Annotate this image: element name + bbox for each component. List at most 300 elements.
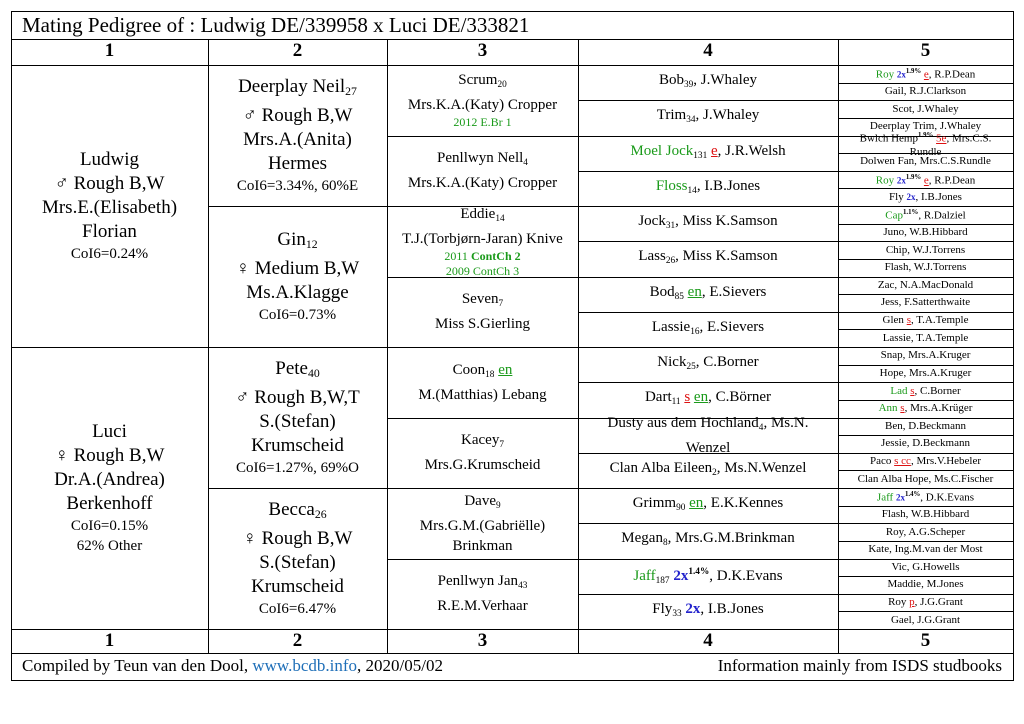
owner: , I.B.Jones bbox=[696, 177, 761, 194]
dog-entry bbox=[890, 385, 960, 398]
dog-name-text: Becca bbox=[268, 499, 315, 520]
litter-number: 4 bbox=[758, 422, 764, 433]
column-number-3: 3 bbox=[477, 630, 488, 651]
owner: , J.Whaley bbox=[934, 120, 982, 133]
litter-number: 16 bbox=[690, 326, 700, 337]
dog-name-text: Kate bbox=[868, 543, 890, 556]
column-number-4: 4 bbox=[703, 630, 713, 651]
litter-number: 25 bbox=[686, 362, 696, 373]
dog-detail: Florian bbox=[82, 221, 137, 242]
gen5-dog-21 bbox=[838, 418, 1013, 436]
gen2-dog-4 bbox=[208, 488, 387, 629]
dog-name-text: Snap bbox=[880, 349, 903, 362]
dog-name bbox=[461, 430, 504, 455]
dog-entry bbox=[878, 279, 973, 292]
coi-value: CoI6=0.24% bbox=[70, 246, 149, 262]
eye-test-tag: p bbox=[909, 596, 915, 609]
owner: , D.K.Evans bbox=[709, 567, 783, 584]
dog-name-text: Trim bbox=[656, 107, 687, 124]
owner: , J.R.Welsh bbox=[717, 142, 786, 159]
dog-entry bbox=[886, 526, 965, 539]
litter-number: 20 bbox=[497, 80, 507, 91]
dog-name: Luci bbox=[92, 421, 127, 442]
litter-number: 7 bbox=[498, 299, 504, 310]
gen4-dog-7 bbox=[578, 277, 838, 312]
dog-entry bbox=[868, 543, 982, 556]
dog-name-text: Penllwyn Jan bbox=[437, 573, 519, 590]
dog-entry bbox=[889, 191, 962, 204]
dog-name-text: Glen bbox=[882, 314, 904, 327]
dog-entry bbox=[650, 282, 767, 307]
coi-value: CoI6=1.27%, 69%O bbox=[235, 460, 360, 476]
coi-value: CoI6=6.47% bbox=[258, 601, 337, 617]
owner: , W.J.Torrens bbox=[907, 243, 966, 256]
owner: , J.G.Grant bbox=[914, 596, 963, 609]
dog-detail: ♂ Rough B,W,T bbox=[235, 387, 360, 408]
litter-number: 27 bbox=[345, 85, 357, 98]
dog-entry bbox=[633, 562, 782, 591]
dog-name-text: Dolwen Fan bbox=[860, 155, 915, 168]
gen5-dog-6 bbox=[838, 153, 1013, 171]
footer-compiled-text: Compiled by Teun van den Dool, bbox=[22, 656, 253, 675]
gen5-dog-24 bbox=[838, 470, 1013, 488]
column-number-2: 2 bbox=[292, 630, 303, 651]
litter-number: 131 bbox=[693, 150, 708, 161]
dog-name-text: Roy bbox=[888, 596, 907, 609]
gen3-dog-3 bbox=[387, 206, 578, 277]
owner: , D.Beckmann bbox=[906, 437, 970, 450]
owner: , Miss K.Samson bbox=[675, 248, 778, 265]
gen4-dog-16 bbox=[578, 594, 838, 629]
dog-name bbox=[275, 357, 319, 386]
owner: , J.Whaley bbox=[911, 102, 959, 115]
dog-detail: ♀ Medium B,W bbox=[235, 258, 360, 279]
dog-entry bbox=[877, 488, 974, 505]
litter-number: 4 bbox=[523, 158, 528, 169]
dog-name-text: Jess bbox=[880, 296, 899, 309]
litter-number: 43 bbox=[518, 581, 528, 592]
owner: , Miss K.Samson bbox=[675, 213, 778, 230]
dog-entry bbox=[638, 211, 777, 236]
dog-entry bbox=[630, 141, 785, 166]
owner: T.J.(Torbjørn-Jaran) Knive bbox=[402, 230, 563, 247]
column-number-1: 1 bbox=[104, 40, 115, 61]
gen4-dog-13 bbox=[578, 488, 838, 523]
gen4-dog-5 bbox=[578, 206, 838, 241]
column-number-4: 4 bbox=[703, 40, 713, 61]
eye-test-tag: en bbox=[693, 389, 709, 406]
dog-name-text: Scot bbox=[892, 102, 912, 115]
owner: , F.Satterthwaite bbox=[898, 296, 971, 309]
eye-test-tag: en bbox=[498, 361, 513, 378]
dog-name-text: Penllwyn Nell bbox=[437, 150, 524, 167]
dog-name bbox=[268, 498, 326, 527]
gen4-dog-3 bbox=[578, 136, 838, 171]
litter-number: 18 bbox=[485, 369, 495, 380]
dog-entry bbox=[888, 596, 963, 609]
owner: , J.G.Grant bbox=[911, 613, 961, 626]
dog-entry bbox=[891, 561, 959, 574]
owner: , M.Jones bbox=[921, 578, 964, 591]
dog-entry bbox=[610, 458, 807, 483]
gen5-dog-7 bbox=[838, 171, 1013, 189]
litter-number: 90 bbox=[676, 503, 686, 514]
column-number-1: 1 bbox=[104, 630, 115, 651]
owner: , R.P.Dean bbox=[928, 69, 976, 82]
dog-entry bbox=[652, 599, 763, 624]
owner: , Mrs.V.Hebeler bbox=[910, 455, 981, 468]
column-number-2: 2 bbox=[292, 40, 303, 61]
eye-test-tag: s cc bbox=[894, 455, 911, 468]
litter-number: 8 bbox=[662, 538, 668, 549]
dog-entry bbox=[886, 244, 965, 257]
litter-number: 9 bbox=[496, 500, 501, 511]
repeat-count: 2x bbox=[896, 175, 906, 186]
gen1-dog-2 bbox=[11, 347, 208, 629]
owner: , I.B.Jones bbox=[700, 600, 764, 617]
gen4-dog-2 bbox=[578, 100, 838, 135]
coi-value: CoI6=0.15% bbox=[70, 518, 149, 534]
dog-entry bbox=[880, 367, 972, 380]
owner: , J.Whaley bbox=[693, 72, 758, 89]
dog-entry bbox=[659, 70, 757, 95]
dog-name-text: Floss bbox=[655, 177, 688, 194]
gen4-dog-15 bbox=[578, 559, 838, 594]
gen4-dog-14 bbox=[578, 523, 838, 558]
dog-detail: S.(Stefan) bbox=[259, 411, 336, 432]
dog-name-text: Megan bbox=[621, 530, 663, 547]
dog-detail: S.(Stefan) bbox=[259, 552, 336, 573]
dog-name-text: Chip bbox=[885, 243, 908, 256]
eye-test-tag: e bbox=[710, 142, 718, 159]
dog-entry bbox=[883, 332, 969, 345]
dog-name-text: Fly bbox=[652, 600, 673, 617]
gen5-dog-3 bbox=[838, 100, 1013, 118]
eye-test-tag: s bbox=[906, 314, 911, 327]
dog-name-text: Coon bbox=[452, 361, 486, 378]
dog-entry bbox=[870, 455, 981, 468]
dog-name-text: Nick bbox=[657, 354, 687, 371]
owner: , W.B.Hibbard bbox=[904, 225, 968, 238]
breed-mix: 62% Other bbox=[76, 538, 143, 554]
dog-name-text: Kacey bbox=[461, 432, 500, 449]
dog-name-text: Ben bbox=[885, 419, 903, 432]
dog-name-text: Jessie bbox=[881, 437, 907, 450]
owner: , Mrs.C.S.Rundle bbox=[914, 155, 991, 168]
dog-entry bbox=[608, 413, 809, 438]
dog-name-text: Fly bbox=[889, 190, 904, 203]
dog-name-text: Gail bbox=[884, 84, 904, 97]
page-title: Mating Pedigree of : Ludwig DE/339958 x Luci DE/333821 bbox=[22, 13, 530, 37]
dog-name-text: Roy bbox=[875, 69, 895, 82]
owner: , D.K.Evans bbox=[920, 492, 975, 505]
gen4-dog-11 bbox=[578, 414, 838, 456]
dog-name-text: Bob bbox=[658, 72, 684, 89]
dog-name-text: Bwlch Hemp bbox=[859, 133, 918, 146]
dog-name bbox=[453, 360, 513, 385]
dog-name-text: Cap bbox=[885, 210, 904, 223]
coi-percent: 1.9% bbox=[905, 68, 922, 76]
coi-value: CoI6=3.34%, 60%E bbox=[236, 178, 359, 194]
dog-name bbox=[238, 75, 357, 104]
gen4-dog-8 bbox=[578, 312, 838, 347]
dog-name bbox=[438, 571, 528, 596]
column-number-5: 5 bbox=[920, 630, 931, 651]
dog-entry bbox=[885, 261, 967, 274]
dog-entry bbox=[656, 176, 760, 201]
dog-name-text: Flash bbox=[884, 261, 909, 274]
litter-number: 2 bbox=[712, 467, 717, 478]
owner: , C.Borner bbox=[695, 354, 759, 371]
dog-detail: Dr.A.(Andrea) bbox=[54, 469, 165, 490]
owner: , C.Börner bbox=[708, 389, 772, 406]
eye-test-tag: e bbox=[923, 174, 929, 187]
dog-name-text: Roy bbox=[875, 174, 895, 187]
dog-name-text: Jaff bbox=[633, 567, 656, 584]
owner: Wenzel bbox=[685, 439, 731, 456]
gen5-dog-11 bbox=[838, 241, 1013, 259]
gen5-dog-23 bbox=[838, 453, 1013, 471]
litter-number: 187 bbox=[655, 575, 670, 586]
litter-number: 39 bbox=[683, 80, 694, 91]
dog-name-text: Jock bbox=[638, 213, 666, 230]
litter-number: 26 bbox=[665, 256, 676, 267]
dog-name-text: Lassie bbox=[651, 318, 691, 335]
dog-entry bbox=[891, 614, 960, 627]
coi-percent: 1.1% bbox=[903, 209, 919, 217]
gen3-dog-4 bbox=[387, 277, 578, 348]
dog-detail: ♀ Rough B,W bbox=[242, 528, 353, 549]
owner: , Ms.N.Wenzel bbox=[716, 459, 807, 476]
owner: , Mrs.C.S. bbox=[946, 133, 992, 146]
litter-number: 34 bbox=[686, 115, 696, 126]
dog-detail: ♂ Rough B,W bbox=[242, 105, 353, 126]
repeat-count: 2x bbox=[906, 191, 916, 202]
column-number-3: 3 bbox=[477, 40, 488, 61]
owner: , Ms.N. bbox=[763, 414, 809, 431]
dog-entry bbox=[657, 352, 758, 377]
gen5-dog-14 bbox=[838, 294, 1013, 312]
dog-name-text: Jaff bbox=[876, 492, 894, 505]
dog-name-text: Pete bbox=[275, 358, 308, 379]
gen5-dog-13 bbox=[838, 277, 1013, 295]
gen3-dog-1 bbox=[387, 65, 578, 136]
dog-entry bbox=[881, 437, 970, 450]
dog-name-text: Deerplay Neil bbox=[238, 76, 346, 97]
gen4-dog-6 bbox=[578, 241, 838, 276]
gen5-dog-17 bbox=[838, 347, 1013, 365]
dog-name: Ludwig bbox=[79, 149, 140, 170]
gen5-dog-2 bbox=[838, 83, 1013, 101]
eye-test-tag: en bbox=[687, 283, 702, 300]
dog-name-text: Lass bbox=[638, 248, 666, 265]
gen5-dog-18 bbox=[838, 365, 1013, 383]
award-year: 2011 bbox=[444, 248, 471, 263]
owner: , G.Howells bbox=[906, 560, 960, 573]
owner: , C.Borner bbox=[914, 384, 961, 397]
gen3-dog-7 bbox=[387, 488, 578, 559]
award-title: ContCh 2 bbox=[470, 248, 521, 263]
owner: , D.Beckmann bbox=[902, 419, 966, 432]
dog-name-text: Zac bbox=[877, 278, 895, 291]
dog-detail: Ms.A.Klagge bbox=[246, 282, 349, 303]
column-number-5: 5 bbox=[920, 40, 931, 61]
litter-number: 26 bbox=[314, 508, 327, 521]
gen5-dog-9 bbox=[838, 206, 1013, 224]
dog-name bbox=[437, 148, 528, 173]
owner: , E.Sievers bbox=[701, 283, 767, 300]
litter-number: 14 bbox=[687, 185, 697, 196]
dog-name-text: Grimm bbox=[632, 495, 677, 512]
litter-number: 14 bbox=[495, 213, 505, 224]
gen4-dog-4 bbox=[578, 171, 838, 206]
award: 2009 ContCh 3 bbox=[445, 263, 520, 278]
owner: Miss S.Gierling bbox=[434, 316, 530, 333]
dog-name-text: Hope bbox=[879, 366, 904, 379]
footer-site-link[interactable]: www.bcdb.info bbox=[252, 656, 357, 675]
dog-detail: Berkenhoff bbox=[66, 493, 153, 514]
dog-name-text: Maddie bbox=[887, 578, 922, 591]
footer-date: , 2020/05/02 bbox=[357, 656, 443, 675]
repeat-count: 2x bbox=[896, 70, 906, 81]
dog-name-text: Lad bbox=[890, 384, 908, 397]
litter-number: 85 bbox=[674, 291, 684, 302]
owner: , W.B.Hibbard bbox=[905, 507, 970, 520]
owner: , J.Whaley bbox=[695, 107, 760, 124]
owner: , E.Sievers bbox=[699, 318, 765, 335]
owner: , A.G.Scheper bbox=[903, 525, 966, 538]
gen3-dog-8 bbox=[387, 559, 578, 630]
litter-number: 12 bbox=[305, 238, 318, 251]
gen5-dog-1 bbox=[838, 65, 1013, 83]
dog-name-text: Seven bbox=[461, 291, 499, 308]
gen3-dog-5 bbox=[387, 347, 578, 418]
dog-entry bbox=[633, 493, 784, 518]
dog-entry bbox=[883, 314, 969, 327]
coi-percent: 1.9% bbox=[905, 174, 922, 182]
gen5-dog-25 bbox=[838, 488, 1013, 506]
gen5-dog-16 bbox=[838, 329, 1013, 347]
owner: , N.A.MacDonald bbox=[894, 278, 974, 291]
dog-name bbox=[464, 491, 500, 516]
gen3-dog-6 bbox=[387, 418, 578, 489]
litter-number: 31 bbox=[665, 221, 676, 232]
gen5-dog-27 bbox=[838, 523, 1013, 541]
dog-name-text: Paco bbox=[870, 455, 892, 468]
dog-detail: Mrs.E.(Elisabeth) bbox=[41, 197, 178, 218]
dog-entry bbox=[885, 85, 966, 98]
dog-name-text: Deerplay Trim bbox=[869, 120, 935, 133]
dog-detail: ♀ Rough B,W bbox=[54, 445, 165, 466]
dog-entry bbox=[876, 65, 976, 82]
owner: , T.A.Temple bbox=[910, 331, 969, 344]
owner: , R.Dalziel bbox=[918, 210, 966, 223]
owner: , Mrs.A.Kruger bbox=[903, 366, 972, 379]
gen5-dog-29 bbox=[838, 559, 1013, 577]
repeat-count: 2x bbox=[685, 600, 701, 617]
award bbox=[444, 249, 520, 264]
gen5-dog-5 bbox=[838, 132, 1013, 159]
eye-test-tag: s bbox=[684, 389, 691, 406]
dog-name-text: Roy bbox=[885, 525, 904, 538]
litter-number: 33 bbox=[672, 608, 682, 619]
owner: Brinkman bbox=[452, 537, 513, 554]
owner: , Ing.M.van der Most bbox=[889, 543, 983, 556]
eye-test-tag: 5e bbox=[936, 133, 947, 146]
gen4-dog-9 bbox=[578, 347, 838, 382]
dog-name bbox=[458, 70, 506, 95]
gen5-dog-15 bbox=[838, 312, 1013, 330]
gen5-dog-12 bbox=[838, 259, 1013, 277]
owner: Rundle bbox=[909, 146, 942, 159]
dog-name-text: Gin bbox=[277, 229, 306, 250]
litter-number: 40 bbox=[307, 367, 320, 380]
owner: R.E.M.Verhaar bbox=[437, 598, 528, 615]
dog-name-text: Flash bbox=[881, 507, 906, 520]
dog-name-text: Vic bbox=[891, 560, 907, 573]
eye-test-tag: en bbox=[689, 495, 704, 512]
litter-number: 11 bbox=[671, 397, 681, 408]
dog-name-text: Eddie bbox=[460, 205, 496, 222]
dog-name-text: Scrum bbox=[458, 72, 498, 89]
gen4-dog-12 bbox=[578, 453, 838, 488]
owner: Mrs.G.Krumscheid bbox=[424, 457, 541, 474]
dog-name-text: Bod bbox=[649, 283, 675, 300]
dog-name-text: Clan Alba Hope bbox=[857, 472, 929, 485]
owner: Mrs.G.M.(Gabriëlle) bbox=[419, 517, 546, 534]
owner: , Mrs.G.M.Brinkman bbox=[667, 530, 795, 547]
dog-detail: ♂ Rough B,W bbox=[54, 173, 165, 194]
footer-compiled bbox=[22, 656, 443, 676]
dog-name-text: Clan Alba Eileen bbox=[609, 459, 713, 476]
dog-entry bbox=[652, 317, 764, 342]
gen5-dog-8 bbox=[838, 188, 1013, 206]
eye-test-tag: e bbox=[923, 69, 929, 82]
owner: , W.J.Torrens bbox=[908, 261, 967, 274]
footer-info: Information mainly from ISDS studbooks bbox=[717, 656, 1002, 675]
owner: , R.J.Clarkson bbox=[903, 84, 967, 97]
dog-entry bbox=[881, 296, 970, 309]
gen5-dog-20 bbox=[838, 400, 1013, 418]
dog-detail: Mrs.A.(Anita) bbox=[243, 129, 352, 150]
dog-name-text: Juno bbox=[883, 225, 905, 238]
gen2-dog-3 bbox=[208, 347, 387, 488]
dog-entry bbox=[645, 387, 771, 412]
gen5-dog-28 bbox=[838, 541, 1013, 559]
owner: Mrs.K.A.(Katy) Cropper bbox=[407, 97, 558, 114]
coi-percent: 1.4% bbox=[688, 566, 710, 577]
dog-entry bbox=[860, 155, 991, 168]
gen5-dog-26 bbox=[838, 506, 1013, 524]
dog-name-text: Moel Jock bbox=[630, 142, 694, 159]
gen5-dog-19 bbox=[838, 382, 1013, 400]
owner: Mrs.K.A.(Katy) Cropper bbox=[407, 175, 558, 192]
dog-entry bbox=[885, 206, 965, 223]
gen2-dog-1 bbox=[208, 65, 387, 206]
dog-entry bbox=[858, 473, 994, 486]
award: 2012 E.Br 1 bbox=[453, 115, 512, 130]
dog-name-text: Dave bbox=[464, 492, 496, 509]
gen1-dog-1 bbox=[11, 65, 208, 347]
dog-entry bbox=[621, 528, 794, 553]
dog-detail: Krumscheid bbox=[251, 576, 344, 597]
gen4-dog-1 bbox=[578, 65, 838, 100]
repeat-count: 2x bbox=[673, 567, 689, 584]
coi-percent: 1.9% bbox=[917, 132, 934, 140]
dog-entry bbox=[638, 246, 777, 271]
dog-name bbox=[460, 204, 504, 229]
dog-name-text: Dusty aus dem Hochland bbox=[607, 414, 759, 431]
